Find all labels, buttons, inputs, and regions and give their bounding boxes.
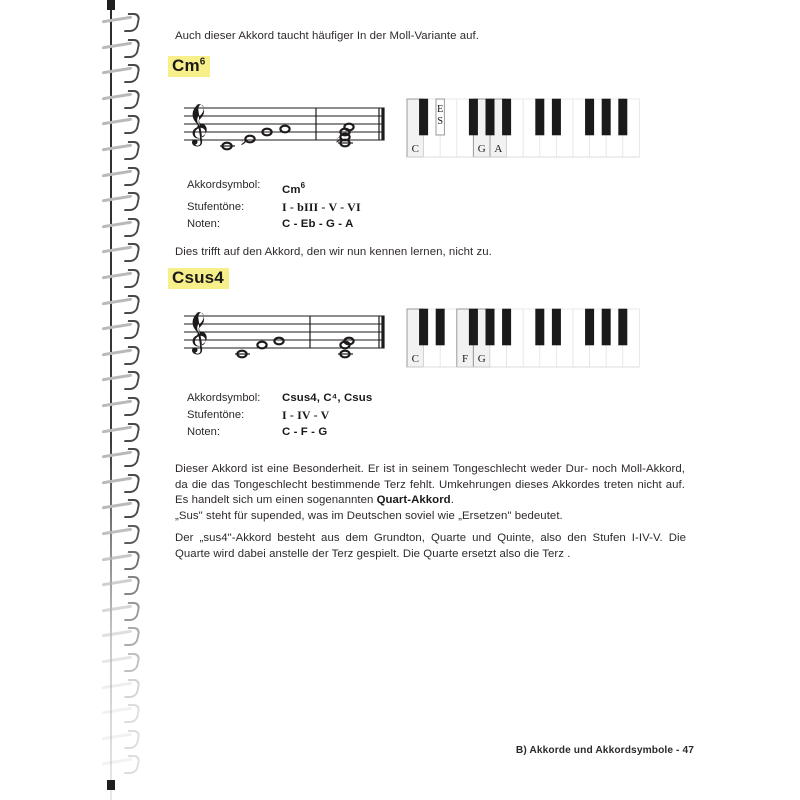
- binding-ring: [102, 142, 146, 154]
- spec-row: [187, 216, 361, 233]
- spec-label: Noten:: [187, 217, 220, 230]
- chord-stack: [310, 316, 354, 357]
- staff-csus4: [177, 308, 392, 372]
- chord-heading-cm6-text: Cm: [172, 56, 200, 75]
- binding-ring: [102, 168, 146, 180]
- key-label: E: [436, 104, 444, 115]
- melody-notes: [220, 126, 290, 150]
- spec-row: [187, 390, 372, 407]
- binding-ring: [102, 475, 146, 487]
- body-paragraph-3: Der „sus4"-Akkord besteht aus dem Grundton, Quarte und Quinte, also den Stufen I-IV-V. Die Quarte wird dabei anstelle der Terz gespielt. Die Quarte ersetzt also die Terz .: [175, 532, 686, 560]
- spec-value: [282, 177, 305, 199]
- black-key[interactable]: [619, 309, 627, 345]
- black-key[interactable]: [602, 99, 610, 135]
- binding-ring: [102, 91, 146, 103]
- binding-ring: [102, 526, 146, 538]
- spec-value: C - F - G: [282, 426, 328, 438]
- binding-ring: [102, 347, 146, 359]
- binding-ring: [102, 296, 146, 308]
- binding-ring: [102, 219, 146, 231]
- content-column: [172, 0, 695, 800]
- spec-value: C - Eb - G - A: [282, 217, 354, 230]
- black-key[interactable]: [585, 99, 593, 135]
- spec-row: [187, 424, 372, 441]
- chord-heading-csus4: [168, 268, 229, 289]
- binding-ring: [102, 40, 146, 52]
- black-key[interactable]: [602, 309, 610, 345]
- spec-row: [187, 177, 361, 199]
- body-paragraph-1: [175, 462, 685, 509]
- middle-paragraph: Dies trifft auf den Akkord, den wir nun kennen lernen, nicht zu.: [175, 246, 492, 258]
- spec-value: Csus4, C⁴, Csus: [282, 392, 373, 404]
- black-key[interactable]: [419, 99, 427, 135]
- binding-ring: [102, 372, 146, 384]
- binding-cap-top: [107, 0, 115, 10]
- binding-ring: [102, 500, 146, 512]
- spec-row: [187, 199, 361, 216]
- chord-heading-csus4-wrap: [168, 268, 229, 289]
- keyboard-cm6: [403, 95, 640, 167]
- spec-label: Akkordsymbol:: [187, 392, 261, 404]
- binding-ring: [102, 628, 146, 640]
- binding-ring: [102, 449, 146, 461]
- binding-ring: [102, 398, 146, 410]
- binding-ring: [102, 193, 146, 205]
- black-key[interactable]: [486, 309, 494, 345]
- binding-ring: [102, 603, 146, 615]
- binding-ring: [102, 65, 146, 77]
- black-key[interactable]: [486, 99, 494, 135]
- binding-ring: [102, 680, 146, 692]
- key-label: F: [462, 353, 469, 365]
- black-key[interactable]: [619, 99, 627, 135]
- key-label: G: [477, 353, 486, 365]
- spec-csus4: [187, 390, 372, 441]
- chord-heading-cm6-sup: 6: [199, 56, 206, 68]
- binding-ring: [102, 756, 146, 768]
- key-label: C: [411, 143, 419, 155]
- black-key[interactable]: [552, 99, 560, 135]
- binding-ring: [102, 424, 146, 436]
- key-label: G: [477, 143, 486, 155]
- spec-value-text: Cm: [282, 183, 301, 196]
- key-label: S: [437, 116, 444, 127]
- spec-value: I - bIII - V - VI: [282, 199, 361, 214]
- binding-ring: [102, 731, 146, 743]
- body-p1-bold: Quart-Akkord: [376, 494, 451, 506]
- black-key[interactable]: [469, 309, 477, 345]
- black-key[interactable]: [552, 309, 560, 345]
- black-key[interactable]: [536, 99, 544, 135]
- binding-cap-bottom: [107, 780, 115, 790]
- body-p1-part1: Dieser Akkord ist eine Besonderheit. Er ist in seinem Tongeschlecht weder Dur- noch Moll-Akkord, da die das Tongeschlecht bestimmende Terz fehlt. Umkehrungen dieses Akkordes treten nicht auf. Es handelt sich um einen sogenannten: [175, 463, 685, 506]
- black-key[interactable]: [469, 99, 477, 135]
- spec-value: I - IV - V: [282, 408, 330, 422]
- spec-label: Stufentöne:: [187, 409, 245, 421]
- keyboard-csus4: [403, 305, 640, 377]
- body-p1-part2: .: [450, 494, 454, 506]
- key-label: A: [494, 143, 503, 155]
- intro-paragraph: Auch dieser Akkord taucht häufiger In der Moll-Variante auf.: [175, 30, 479, 42]
- body-paragraph-2: „Sus" steht für supended, was im Deutschen soviel wie „Ersetzen" bedeutet.: [175, 510, 563, 522]
- spec-label: Akkordsymbol:: [187, 179, 261, 191]
- black-key[interactable]: [536, 309, 544, 345]
- black-key[interactable]: [436, 309, 444, 345]
- binding-ring: [102, 705, 146, 717]
- chord-heading-csus4-text: Csus4: [172, 268, 224, 287]
- black-key[interactable]: [419, 309, 427, 345]
- spec-cm6: [187, 177, 361, 233]
- binding-ring: [102, 321, 146, 333]
- chord-heading-cm6-wrap: [168, 56, 210, 77]
- staff-cm6: [177, 98, 392, 166]
- binding-ring: [102, 654, 146, 666]
- binding-ring: [102, 552, 146, 564]
- key-label: C: [411, 353, 419, 365]
- spec-row: [187, 407, 372, 424]
- binding-ring: [102, 116, 146, 128]
- page-footer: B) Akkorde und Akkordsymbole - 47: [515, 745, 694, 756]
- spec-label: Noten:: [187, 426, 220, 438]
- spec-label: Stufentöne:: [187, 200, 245, 213]
- black-key[interactable]: [502, 99, 510, 135]
- binding-ring: [102, 577, 146, 589]
- black-key[interactable]: [502, 309, 510, 345]
- binding-ring: [102, 244, 146, 256]
- chord-heading-cm6: [168, 56, 210, 77]
- chord-stack: [316, 108, 354, 146]
- binding-ring: [102, 270, 146, 282]
- black-key[interactable]: [585, 309, 593, 345]
- spiral-binding: [96, 0, 156, 800]
- binding-ring: [102, 14, 146, 26]
- spec-value-sup: 6: [300, 181, 306, 190]
